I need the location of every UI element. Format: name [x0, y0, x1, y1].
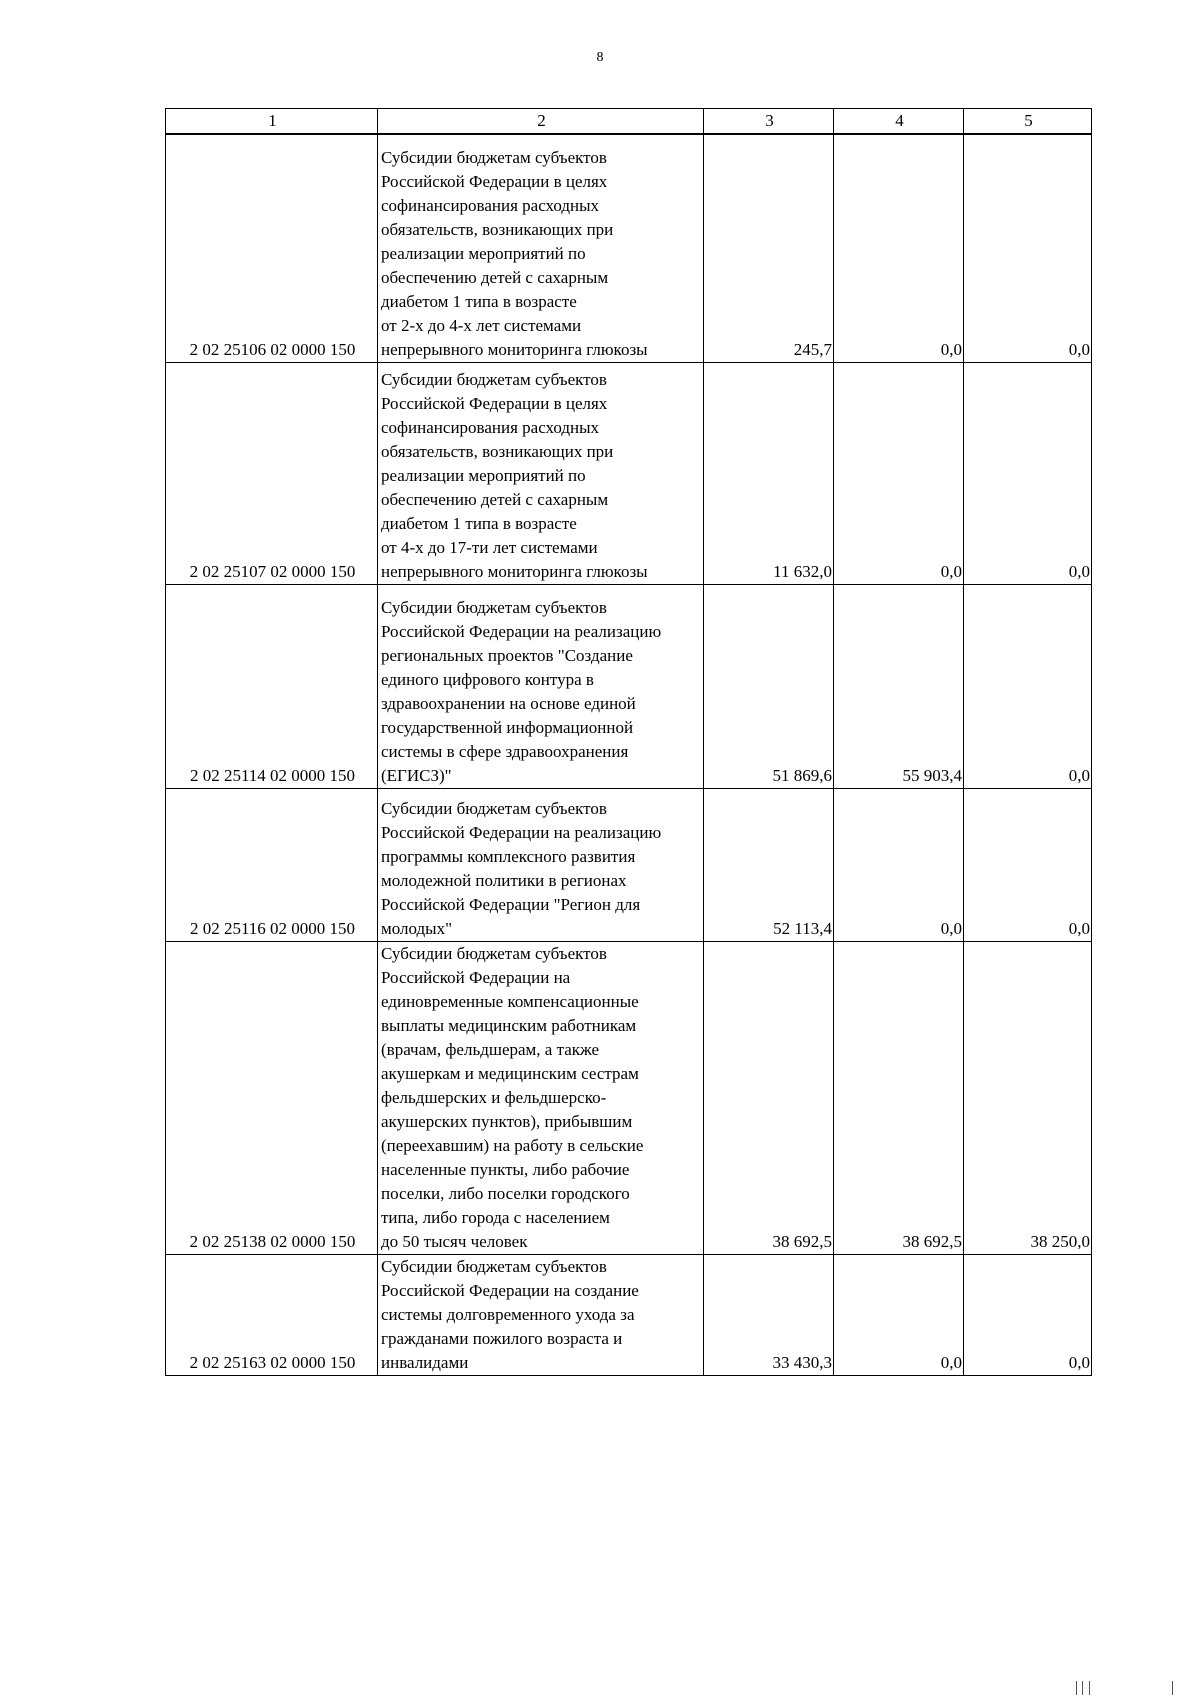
amount-col3-cell: 52 113,4 [704, 788, 834, 941]
header-col-5: 5 [964, 109, 1092, 135]
amount-col5-cell: 38 250,0 [964, 941, 1092, 1254]
description-cell: Субсидии бюджетам субъектов Российской Федерации на единовременные компенсационные выплаты медицинским работникам (врачам, фельдшерам, а также акушеркам и медицинским сестрам фельдшерских и фельдшерско- акушерских пунктов), прибывшим (переехавшим) на работу в сельские населенные пункты, либо рабочие поселки, либо поселки городского типа, либо города с населением до 50 тысяч человек [378, 941, 704, 1254]
header-col-3: 3 [704, 109, 834, 135]
table-row [166, 1254, 1092, 1375]
budget-code-cell: 2 02 25106 02 0000 150 [166, 134, 378, 362]
description-cell: Субсидии бюджетам субъектов Российской Федерации на создание системы долговременного ухода за гражданами пожилого возраста и инвалидами [378, 1254, 704, 1375]
amount-col5-cell: 0,0 [964, 134, 1092, 362]
amount-col3-cell: 51 869,6 [704, 584, 834, 788]
amount-col3-cell: 245,7 [704, 134, 834, 362]
scan-edge-marks [1000, 1675, 1200, 1695]
amount-col5-cell: 0,0 [964, 362, 1092, 584]
header-col-4: 4 [834, 109, 964, 135]
budget-code-cell: 2 02 25116 02 0000 150 [166, 788, 378, 941]
budget-table [165, 108, 1092, 1376]
amount-col4-cell: 0,0 [834, 1254, 964, 1375]
amount-col3-cell: 11 632,0 [704, 362, 834, 584]
budget-code-cell: 2 02 25138 02 0000 150 [166, 941, 378, 1254]
description-cell: Субсидии бюджетам субъектов Российской Федерации на реализацию региональных проектов "Создание единого цифрового контура в здравоохранении на основе единой государственной информационной системы в сфере здравоохранения (ЕГИСЗ)" [378, 584, 704, 788]
description-cell: Субсидии бюджетам субъектов Российской Федерации в целях софинансирования расходных обязательств, возникающих при реализации мероприятий по обеспечению детей с сахарным диабетом 1 типа в возрасте от 4-х до 17-ти лет системами непрерывного мониторинга глюкозы [378, 362, 704, 584]
amount-col4-cell: 38 692,5 [834, 941, 964, 1254]
table-row [166, 941, 1092, 1254]
description-cell: Субсидии бюджетам субъектов Российской Федерации в целях софинансирования расходных обязательств, возникающих при реализации мероприятий по обеспечению детей с сахарным диабетом 1 типа в возрасте от 2-х до 4-х лет системами непрерывного мониторинга глюкозы [378, 134, 704, 362]
header-row [166, 109, 1092, 135]
amount-col3-cell: 33 430,3 [704, 1254, 834, 1375]
table-row [166, 584, 1092, 788]
table-row [166, 134, 1092, 362]
amount-col4-cell: 0,0 [834, 788, 964, 941]
amount-col5-cell: 0,0 [964, 584, 1092, 788]
table-row [166, 362, 1092, 584]
header-col-1: 1 [166, 109, 378, 135]
amount-col4-cell: 0,0 [834, 362, 964, 584]
budget-code-cell: 2 02 25114 02 0000 150 [166, 584, 378, 788]
header-col-2: 2 [378, 109, 704, 135]
budget-code-cell: 2 02 25107 02 0000 150 [166, 362, 378, 584]
amount-col4-cell: 55 903,4 [834, 584, 964, 788]
amount-col3-cell: 38 692,5 [704, 941, 834, 1254]
amount-col5-cell: 0,0 [964, 788, 1092, 941]
amount-col5-cell: 0,0 [964, 1254, 1092, 1375]
description-cell: Субсидии бюджетам субъектов Российской Федерации на реализацию программы комплексного развития молодежной политики в регионах Российской Федерации "Регион для молодых" [378, 788, 704, 941]
amount-col4-cell: 0,0 [834, 134, 964, 362]
budget-code-cell: 2 02 25163 02 0000 150 [166, 1254, 378, 1375]
table-row [166, 788, 1092, 941]
page-number: 8 [596, 50, 604, 65]
